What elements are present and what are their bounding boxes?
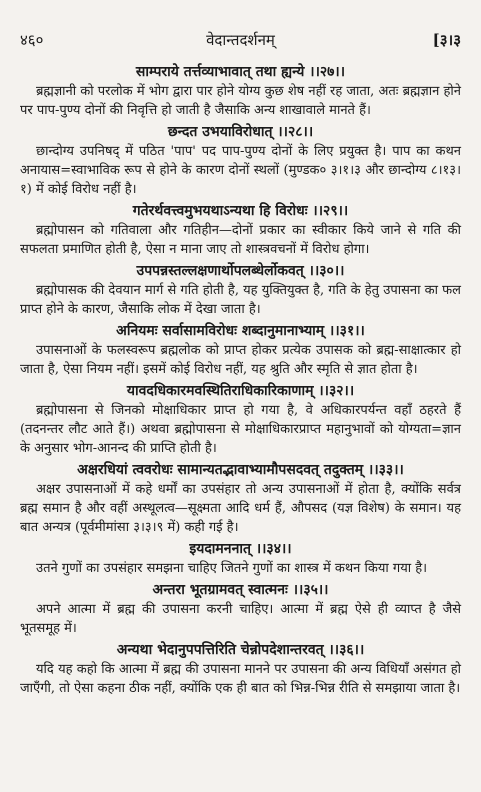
sutra-heading: छन्दत उभयाविरोधात् ।।२८।। xyxy=(167,124,314,140)
sutra-heading: इयदामननात् ।।३४।। xyxy=(189,541,292,557)
sutra-section xyxy=(20,460,461,537)
commentary-paragraph: अक्षर उपासनाओं में कहे धर्मों का उपसंहार तो अन्य उपासनाओं में होता है, क्योंकि सर्वत्र ब्रह्म समान है और वहीं अस्थूलत्व—सूक्ष्मता आदि धर्म हैं, औपसद (यज्ञ विशेष) के समान। यह बात अन्यत्र (पूर्वमीमांसा ३।३।९ में) कही गई है। xyxy=(20,482,461,535)
commentary-paragraph: ब्रह्मज्ञानी को परलोक में भोग द्वारा पार होने योग्य कुछ शेष नहीं रह जाता, अतः ब्रह्मज्ञान होने पर पाप-पुण्य दोनों की निवृत्ति हो जाती है जैसाकि अन्य शाखावाले मानते हैं। xyxy=(20,84,461,118)
sutra-section xyxy=(20,321,461,379)
commentary-paragraph: उपासनाओं के फलस्वरूप ब्रह्मलोक को प्राप्त होकर प्रत्येक उपासक को ब्रह्म-साक्षात्कार हो जाता है, ऐसा नियम नहीं। इसमें कोई विरोध नहीं, यह श्रुति और स्मृति से ज्ञात होता है। xyxy=(20,343,461,377)
commentary-paragraph: यदि यह कहो कि आत्मा में ब्रह्म की उपासना मानने पर उपासना की अन्य विधियाँ असंगत हो जाएँगी, तो ऐसा कहना ठीक नहीं, क्योंकि एक ही बात को भिन्न-भिन्न रीति से समझाया जाता है। xyxy=(20,662,461,696)
sutra-section xyxy=(20,261,461,319)
page-body xyxy=(20,62,461,700)
running-title: वेदान्तदर्शनम् xyxy=(206,31,275,49)
commentary-paragraph: उतने गुणों का उपसंहार समझना चाहिए जितने गुणों का शास्त्र में कथन किया गया है। xyxy=(36,561,428,576)
sutra-section xyxy=(20,580,461,638)
page-number: ४६० xyxy=(20,31,44,49)
sutra-section xyxy=(20,539,461,578)
sutra-heading: यावदधिकारमवस्थितिराधिकारिकाणाम् ।।३२।। xyxy=(126,383,355,399)
commentary-paragraph: अपने आत्मा में ब्रह्म की उपासना करनी चाहिए। आत्मा में ब्रह्म ऐसे ही व्याप्त है जैसे भूतसमूह में। xyxy=(20,602,461,636)
sutra-heading: अक्षरधियां त्ववरोधः सामान्यतद्भावाभ्यामौपसदवत् तदुक्तम् ।।३३।। xyxy=(77,462,404,478)
sutra-heading: साम्पराये तर्त्तव्याभावात् तथा ह्यन्ये ।।२७।। xyxy=(135,64,346,80)
sutra-section xyxy=(20,122,461,199)
commentary-paragraph: छान्दोग्य उपनिषद् में पठित 'पाप' पद पाप-पुण्य दोनों के लिए प्रयुक्त है। पाप का कथन अनायास=स्वाभाविक रूप से होने के कारण दोनों स्थलों (मुण्डक० ३।१।३ और छान्दोग्य ८।१३।१) में कोई विरोध नहीं है। xyxy=(20,144,461,197)
section-reference: [३।३ xyxy=(432,31,461,49)
sutra-heading: गतेरर्थवत्त्वमुभयथाऽन्यथा हि विरोधः ।।२९।। xyxy=(132,203,349,219)
sutra-section xyxy=(20,201,461,259)
page-header xyxy=(20,30,461,52)
commentary-paragraph: ब्रह्मोपासक की देवयान मार्ग से गति होती है, यह युक्तियुक्त है, गति के हेतु उपासना का फल प्राप्त होने के कारण, जैसाकि लोक में देखा जाता है। xyxy=(20,283,461,317)
sutra-heading: उपपन्नस्तल्लक्षणार्थोपलब्धेर्लोकवत् ।।३०।। xyxy=(136,263,345,279)
sutra-heading: अन्यथा भेदानुपपत्तिरिति चेन्नोपदेशान्तरवत् ।।३६।। xyxy=(116,642,365,658)
sutra-heading: अन्तरा भूतग्रामवत् स्वात्मनः ।।३५।। xyxy=(152,582,329,598)
sutra-section xyxy=(20,62,461,120)
sutra-section xyxy=(20,640,461,698)
sutra-heading: अनियमः सर्वासामविरोधः शब्दानुमानाभ्याम् ।।३१।। xyxy=(116,323,365,339)
sutra-section xyxy=(20,381,461,458)
commentary-paragraph: ब्रह्मोपासना से जिनको मोक्षाधिकार प्राप्त हो गया है, वे अधिकारपर्यन्त वहाँ ठहरते हैं (तदनन्तर लौट आते हैं।) अथवा ब्रह्मोपासना से मोक्षाधिकारप्राप्त महानुभावों को योग्यता=ज्ञान के अनुसार भोग-आनन्द की प्राप्ति होती है। xyxy=(20,403,461,456)
commentary-paragraph: ब्रह्मोपासन को गतिवाला और गतिहीन—दोनों प्रकार का स्वीकार किये जाने से गति की सफलता प्रमाणित होती है, ऐसा न माना जाए तो शास्त्रवचनों में विरोध होगा। xyxy=(20,223,461,257)
